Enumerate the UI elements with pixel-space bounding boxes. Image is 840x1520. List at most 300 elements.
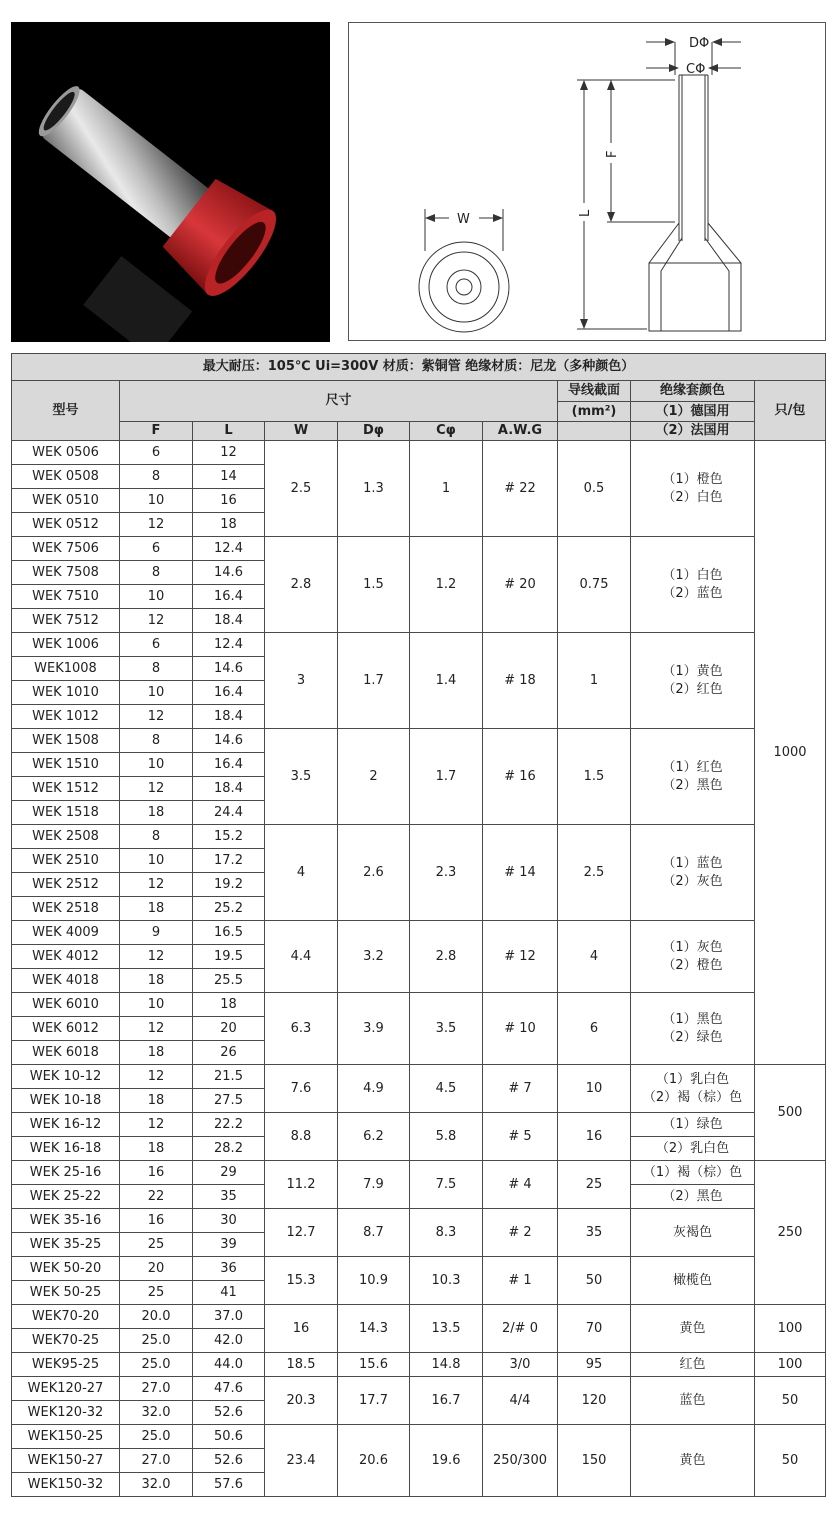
color-line: （2）橙色 [662,957,723,973]
model-cell: WEK120-27 [12,1377,120,1401]
f-cell: 25 [120,1233,193,1257]
f-cell: 8 [120,561,193,585]
table-row [12,1209,826,1233]
color-line: （2）乳白色 [655,1140,730,1156]
l-label: L [578,209,593,217]
c-cell: 10.3 [410,1257,483,1305]
color-line: （1）黑色 [662,1011,723,1027]
l-cell: 17.2 [193,849,265,873]
f-cell: 16 [120,1209,193,1233]
w-label: W [457,212,470,227]
l-cell: 36 [193,1257,265,1281]
c-cell: 7.5 [410,1161,483,1209]
model-cell: WEK 2518 [12,897,120,921]
awg-cell: # 4 [483,1161,558,1209]
d-cell: 14.3 [338,1305,410,1353]
awg-cell: # 20 [483,537,558,633]
c-cell: 1.4 [410,633,483,729]
model-cell: WEK 2510 [12,849,120,873]
insulation-color-cell [631,441,755,537]
f-label: F [605,150,620,158]
f-cell: 8 [120,465,193,489]
awg-cell: # 2 [483,1209,558,1257]
f-cell: 22 [120,1185,193,1209]
l-cell: 50.6 [193,1425,265,1449]
c-cell: 2.8 [410,921,483,993]
model-cell: WEK 25-22 [12,1185,120,1209]
l-cell: 42.0 [193,1329,265,1353]
diagram-drawing [349,23,827,342]
model-cell: WEK 2512 [12,873,120,897]
l-cell: 19.2 [193,873,265,897]
f-cell: 12 [120,705,193,729]
model-cell: WEK95-25 [12,1353,120,1377]
w-cell: 18.5 [265,1353,338,1377]
model-cell: WEK 7506 [12,537,120,561]
model-cell: WEK 1508 [12,729,120,753]
table-row [12,1425,826,1449]
f-cell: 16 [120,1161,193,1185]
awg-cell: # 10 [483,993,558,1065]
c-cell: 1 [410,441,483,537]
l-cell: 18 [193,993,265,1017]
c-cell: 1.7 [410,729,483,825]
model-cell: WEK120-32 [12,1401,120,1425]
l-cell: 20 [193,1017,265,1041]
f-cell: 12 [120,777,193,801]
f-cell: 25.0 [120,1425,193,1449]
c-cell: 2.3 [410,825,483,921]
c-cell: 8.3 [410,1209,483,1257]
wire-cell: 16 [558,1113,631,1161]
model-cell: WEK1008 [12,657,120,681]
d-cell: 15.6 [338,1353,410,1377]
model-cell: WEK 50-20 [12,1257,120,1281]
wire-cell: 25 [558,1161,631,1209]
f-cell: 12 [120,945,193,969]
d-cell: 10.9 [338,1257,410,1305]
model-cell: WEK 0512 [12,513,120,537]
f-cell: 12 [120,1113,193,1137]
insulation-color-cell [631,1305,755,1353]
color-line: （1）黄色 [662,663,723,679]
table-title: 最大耐压：105℃ Ui=300V 材质：紫铜管 绝缘材质：尼龙（多种颜色） [12,354,826,381]
color-line: （1）白色 [662,567,723,583]
header-f: F [120,422,193,441]
f-cell: 12 [120,1065,193,1089]
color-line: （2）蓝色 [662,585,723,601]
wire-cell: 0.75 [558,537,631,633]
insulation-color-cell [631,1257,755,1305]
table-row [12,633,826,657]
spec-table [11,353,826,1497]
d-cell: 3.9 [338,993,410,1065]
model-cell: WEK 4009 [12,921,120,945]
l-cell: 27.5 [193,1089,265,1113]
table-row [12,1257,826,1281]
wire-cell: 2.5 [558,825,631,921]
l-cell: 35 [193,1185,265,1209]
insulation-color-cell [631,1137,755,1161]
pack-cell: 100 [755,1305,826,1353]
insulation-color-cell [631,993,755,1065]
d-cell: 4.9 [338,1065,410,1113]
model-cell: WEK 35-25 [12,1233,120,1257]
f-cell: 25.0 [120,1329,193,1353]
w-cell: 2.8 [265,537,338,633]
f-cell: 10 [120,681,193,705]
l-cell: 21.5 [193,1065,265,1089]
wire-cell: 1 [558,633,631,729]
l-cell: 12 [193,441,265,465]
wire-cell: 35 [558,1209,631,1257]
f-cell: 10 [120,849,193,873]
color-line: （1）褐（棕）色 [642,1164,743,1180]
f-cell: 10 [120,489,193,513]
d-cell: 1.3 [338,441,410,537]
f-cell: 25.0 [120,1353,193,1377]
insulation-color-cell [631,1377,755,1425]
model-cell: WEK 0508 [12,465,120,489]
color-line: （2）绿色 [662,1029,723,1045]
c-cell: 1.2 [410,537,483,633]
insulation-color-cell [631,1425,755,1497]
l-cell: 14 [193,465,265,489]
f-cell: 12 [120,513,193,537]
l-cell: 52.6 [193,1401,265,1425]
color-line: （1）乳白色 [655,1071,730,1087]
d-cell: 17.7 [338,1377,410,1425]
model-cell: WEK 16-12 [12,1113,120,1137]
l-cell: 28.2 [193,1137,265,1161]
insulation-color-cell [631,1209,755,1257]
color-line: （1）灰色 [662,939,723,955]
color-line: （1）红色 [662,759,723,775]
w-cell: 2.5 [265,441,338,537]
pack-cell: 1000 [755,441,826,1065]
d-cell: 6.2 [338,1113,410,1161]
model-cell: WEK 1518 [12,801,120,825]
insulation-color-cell [631,1161,755,1185]
awg-cell: # 12 [483,921,558,993]
header-wire-blank [558,422,631,441]
table-row [12,537,826,561]
awg-cell: # 1 [483,1257,558,1305]
f-cell: 12 [120,873,193,897]
f-cell: 10 [120,993,193,1017]
f-cell: 25 [120,1281,193,1305]
header-c: Cφ [410,422,483,441]
f-cell: 18 [120,969,193,993]
spec-table-body [12,441,826,1497]
color-line: （2）黑色 [662,777,723,793]
l-cell: 16.4 [193,585,265,609]
l-cell: 15.2 [193,825,265,849]
header-wire-section: 导线截面 [558,381,631,402]
f-cell: 12 [120,609,193,633]
table-row [12,1377,826,1401]
table-row [12,1113,826,1137]
w-cell: 7.6 [265,1065,338,1113]
insulation-color-cell [631,1185,755,1209]
l-cell: 18.4 [193,777,265,801]
header-l: L [193,422,265,441]
wire-cell: 6 [558,993,631,1065]
model-cell: WEK 2508 [12,825,120,849]
table-row [12,993,826,1017]
c-cell: 13.5 [410,1305,483,1353]
color-line: 蓝色 [679,1392,706,1408]
model-cell: WEK 0506 [12,441,120,465]
insulation-color-cell [631,921,755,993]
header-pack: 只/包 [755,381,826,441]
table-row [12,1305,826,1329]
l-cell: 26 [193,1041,265,1065]
l-cell: 57.6 [193,1473,265,1497]
insulation-color-cell [631,537,755,633]
model-cell: WEK 7512 [12,609,120,633]
awg-cell: # 7 [483,1065,558,1113]
model-cell: WEK 7508 [12,561,120,585]
awg-cell: # 5 [483,1113,558,1161]
w-cell: 4 [265,825,338,921]
model-cell: WEK 6018 [12,1041,120,1065]
header-insulation-color: 绝缘套颜色 [631,381,755,402]
w-cell: 6.3 [265,993,338,1065]
ferrule-photo [11,22,330,342]
f-cell: 20 [120,1257,193,1281]
c-cell: 3.5 [410,993,483,1065]
l-cell: 18 [193,513,265,537]
color-line: （2）褐（棕）色 [642,1089,743,1105]
l-cell: 19.5 [193,945,265,969]
header-model: 型号 [12,381,120,441]
color-line: 灰褐色 [672,1224,712,1240]
insulation-color-cell [631,1065,755,1113]
l-cell: 18.4 [193,609,265,633]
f-cell: 27.0 [120,1377,193,1401]
table-row [12,1161,826,1185]
model-cell: WEK 7510 [12,585,120,609]
color-line: （1）橙色 [662,471,723,487]
l-cell: 12.4 [193,537,265,561]
f-cell: 6 [120,537,193,561]
model-cell: WEK 0510 [12,489,120,513]
awg-cell: # 16 [483,729,558,825]
wire-cell: 150 [558,1425,631,1497]
color-line: （2）红色 [662,681,723,697]
f-cell: 32.0 [120,1401,193,1425]
w-cell: 23.4 [265,1425,338,1497]
insulation-color-cell [631,729,755,825]
l-cell: 25.2 [193,897,265,921]
pack-cell: 100 [755,1353,826,1377]
wire-cell: 120 [558,1377,631,1425]
model-cell: WEK 6010 [12,993,120,1017]
c-phi-label: CΦ [686,62,706,77]
l-cell: 30 [193,1209,265,1233]
f-cell: 18 [120,801,193,825]
model-cell: WEK70-25 [12,1329,120,1353]
table-row [12,825,826,849]
wire-cell: 50 [558,1257,631,1305]
awg-cell: # 22 [483,441,558,537]
model-cell: WEK 6012 [12,1017,120,1041]
model-cell: WEK 1512 [12,777,120,801]
table-row [12,729,826,753]
d-cell: 1.7 [338,633,410,729]
color-line: 黄色 [679,1320,706,1336]
table-row [12,1065,826,1089]
awg-cell: 250/300 [483,1425,558,1497]
l-cell: 16 [193,489,265,513]
awg-cell: # 18 [483,633,558,729]
d-cell: 8.7 [338,1209,410,1257]
header-color-germany: （1）德国用 [631,402,755,422]
d-cell: 2.6 [338,825,410,921]
w-cell: 12.7 [265,1209,338,1257]
awg-cell: 4/4 [483,1377,558,1425]
d-cell: 3.2 [338,921,410,993]
color-line: （1）绿色 [662,1116,723,1132]
c-cell: 4.5 [410,1065,483,1113]
model-cell: WEK 1010 [12,681,120,705]
w-cell: 16 [265,1305,338,1353]
l-cell: 29 [193,1161,265,1185]
f-cell: 6 [120,633,193,657]
wire-cell: 4 [558,921,631,993]
color-line: 橄榄色 [672,1272,712,1288]
pack-cell: 50 [755,1377,826,1425]
l-cell: 18.4 [193,705,265,729]
f-cell: 27.0 [120,1449,193,1473]
dimension-diagram [348,22,826,341]
wire-cell: 95 [558,1353,631,1377]
insulation-color-cell [631,825,755,921]
f-cell: 18 [120,1089,193,1113]
l-cell: 16.4 [193,753,265,777]
header-size: 尺寸 [120,381,558,422]
model-cell: WEK 4018 [12,969,120,993]
l-cell: 47.6 [193,1377,265,1401]
w-cell: 4.4 [265,921,338,993]
pack-cell: 50 [755,1425,826,1497]
f-cell: 8 [120,657,193,681]
l-cell: 16.4 [193,681,265,705]
w-cell: 20.3 [265,1377,338,1425]
f-cell: 10 [120,585,193,609]
color-line: 红色 [679,1356,706,1372]
model-cell: WEK150-27 [12,1449,120,1473]
l-cell: 41 [193,1281,265,1305]
f-cell: 10 [120,753,193,777]
l-cell: 14.6 [193,561,265,585]
model-cell: WEK 10-12 [12,1065,120,1089]
f-cell: 8 [120,825,193,849]
header-color-france: （2）法国用 [631,422,755,441]
f-cell: 32.0 [120,1473,193,1497]
header-w: W [265,422,338,441]
c-cell: 14.8 [410,1353,483,1377]
l-cell: 44.0 [193,1353,265,1377]
d-phi-label: DΦ [689,36,710,51]
color-line: （1）蓝色 [662,855,723,871]
wire-cell: 0.5 [558,441,631,537]
table-row [12,1353,826,1377]
w-cell: 8.8 [265,1113,338,1161]
model-cell: WEK 1006 [12,633,120,657]
awg-cell: # 14 [483,825,558,921]
header-d: Dφ [338,422,410,441]
outer-circle [419,242,509,332]
w-cell: 15.3 [265,1257,338,1305]
d-cell: 7.9 [338,1161,410,1209]
c-cell: 16.7 [410,1377,483,1425]
l-cell: 37.0 [193,1305,265,1329]
c-cell: 5.8 [410,1113,483,1161]
model-cell: WEK 1510 [12,753,120,777]
f-cell: 18 [120,1137,193,1161]
awg-cell: 3/0 [483,1353,558,1377]
d-cell: 1.5 [338,537,410,633]
insulation-color-cell [631,633,755,729]
w-cell: 3 [265,633,338,729]
color-line: （2）灰色 [662,873,723,889]
f-cell: 18 [120,1041,193,1065]
table-row [12,921,826,945]
l-cell: 22.2 [193,1113,265,1137]
pack-cell: 250 [755,1161,826,1305]
l-cell: 24.4 [193,801,265,825]
f-cell: 8 [120,729,193,753]
model-cell: WEK 10-18 [12,1089,120,1113]
color-line: （2）黑色 [662,1188,723,1204]
color-line: 黄色 [679,1452,706,1468]
model-cell: WEK 16-18 [12,1137,120,1161]
d-cell: 2 [338,729,410,825]
f-cell: 20.0 [120,1305,193,1329]
header-wire-unit: (mm²) [558,402,631,422]
f-cell: 18 [120,897,193,921]
insulation-color-cell [631,1353,755,1377]
table-row [12,441,826,465]
model-cell: WEK 50-25 [12,1281,120,1305]
wire-cell: 70 [558,1305,631,1353]
f-cell: 6 [120,441,193,465]
model-cell: WEK150-25 [12,1425,120,1449]
c-cell: 19.6 [410,1425,483,1497]
header-awg: A.W.G [483,422,558,441]
l-cell: 14.6 [193,729,265,753]
f-cell: 9 [120,921,193,945]
w-cell: 3.5 [265,729,338,825]
model-cell: WEK 25-16 [12,1161,120,1185]
l-cell: 25.5 [193,969,265,993]
model-cell: WEK 1012 [12,705,120,729]
wire-cell: 1.5 [558,729,631,825]
model-cell: WEK 35-16 [12,1209,120,1233]
model-cell: WEK150-32 [12,1473,120,1497]
l-cell: 16.5 [193,921,265,945]
insulation-color-cell [631,1113,755,1137]
color-line: （2）白色 [662,489,723,505]
l-cell: 39 [193,1233,265,1257]
pack-cell: 500 [755,1065,826,1161]
w-cell: 11.2 [265,1161,338,1209]
wire-cell: 10 [558,1065,631,1113]
f-cell: 12 [120,1017,193,1041]
l-cell: 14.6 [193,657,265,681]
